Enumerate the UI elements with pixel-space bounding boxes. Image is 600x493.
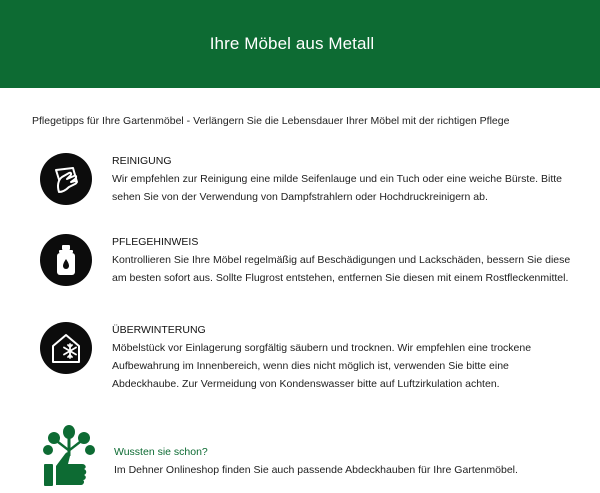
section-title: ÜBERWINTERUNG [112,324,206,336]
paint-bottle-icon [40,234,92,286]
house-snowflake-icon [40,322,92,374]
cleaning-hand-icon [40,153,92,205]
page-header [0,0,600,88]
section-body: Wir empfehlen zur Reinigung eine milde Seifenlauge und ein Tuch oder eine weiche Bürste. Bitte sehen Sie von der Verwendung von Dampfstrahlern oder Hochdruckreinigern ab. [112,173,563,203]
tip-text: Im Dehner Onlineshop finden Sie auch passende Abdeckhauben für Ihre Gartenmöbel. [114,464,518,476]
section-title: PFLEGEHINWEIS [112,236,199,248]
section-body: Kontrollieren Sie Ihre Möbel regelmäßig auf Beschädigungen und Lackschäden, bessern Sie diese am besten sofort aus. Sollte Flugrost entstehen, entfernen Sie diesen mit einem Rostfleckenmittel. [112,254,571,284]
section-body: Möbelstück vor Einlagerung sorgfältig säubern und trocknen. Wir empfehlen eine trockene Aufbewahrung im Innenbereich, wenn dies nicht möglich ist, verwenden Sie bitte eine Abdeckhaube. Zur Vermeidung von Kondenswasser bitte auf Luftzirkulation achten. [112,342,532,390]
tip-label: Wussten sie schon? [114,446,208,458]
page-title: Ihre Möbel aus Metall [209,34,375,53]
section-title: REINIGUNG [112,155,172,167]
thumbs-up-tree-icon [40,424,98,488]
intro-text: Pflegetipps für Ihre Gartenmöbel - Verlängern Sie die Lebensdauer Ihrer Möbel mit der richtigen Pflege [32,115,510,127]
